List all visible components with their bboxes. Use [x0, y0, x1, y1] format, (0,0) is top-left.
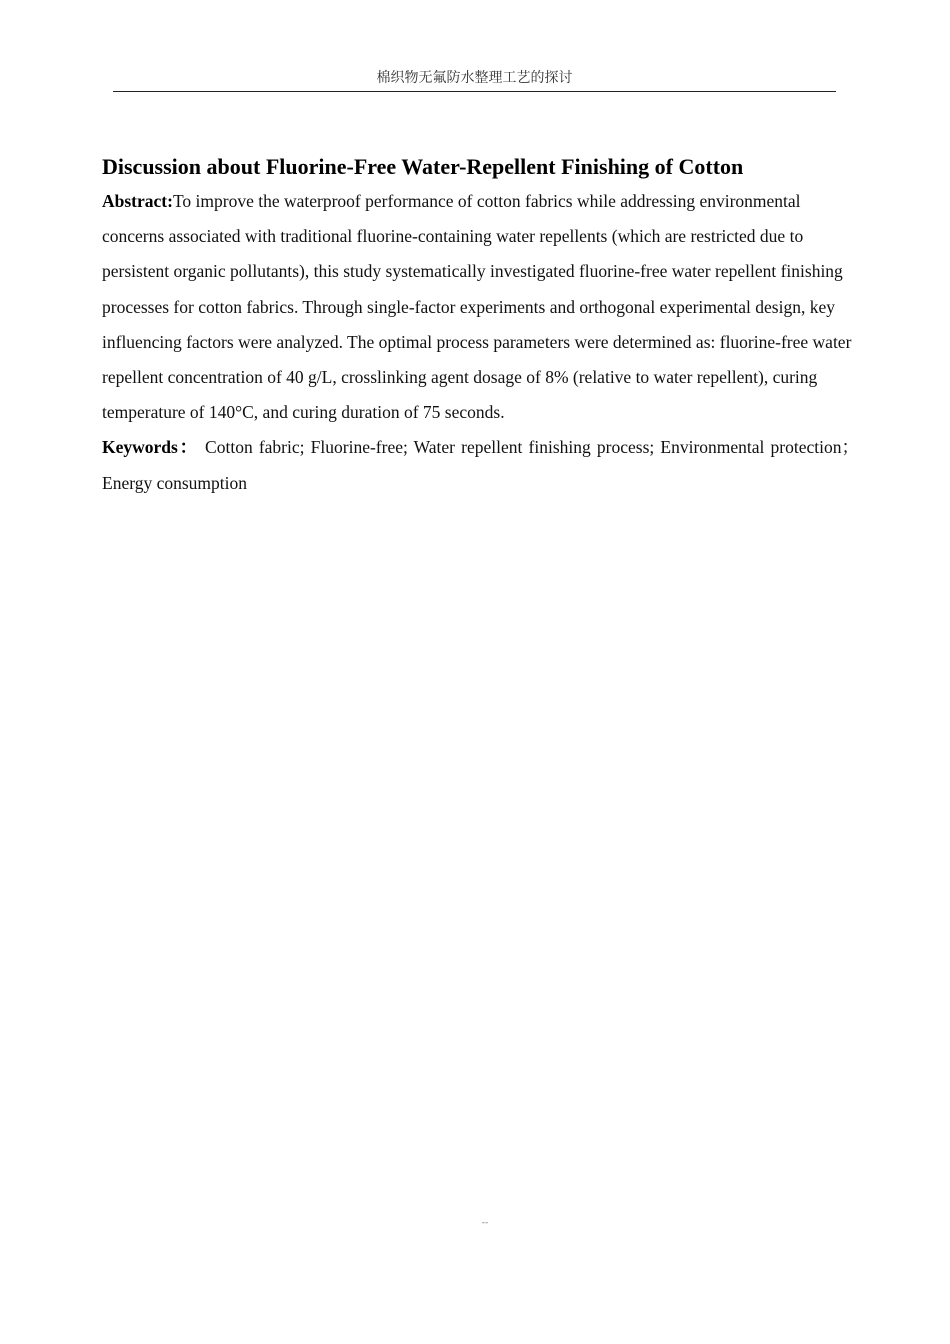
abstract-paragraph [102, 184, 859, 430]
keywords-label: Keywords： [102, 437, 199, 458]
paper-body [102, 150, 859, 501]
abstract-label: Abstract: [102, 191, 173, 211]
keywords-text: Cotton fabric; Fluorine-free; Water repellent finishing process; Environmental protection；Energy consumption [102, 437, 860, 493]
paper-title: Discussion about Fluorine-Free Water-Repellent Finishing of Cotton [102, 154, 744, 179]
abstract-text: To improve the waterproof performance of cotton fabrics while addressing environmental concerns associated with traditional fluorine-containing water repellents (which are restricted due to persistent organic pollutants), this study systematically investigated fluorine-free water repellent finishing processes for cotton fabrics. Through single-factor experiments and orthogonal experimental design, key influencing factors were analyzed. The optimal process parameters were determined as: fluorine-free water repellent concentration of 40 g/L, crosslinking agent dosage of 8% (relative to water repellent), curing temperature of 140°C, and curing duration of 75 seconds. [102, 191, 852, 423]
keywords-paragraph [102, 430, 859, 500]
running-header [113, 66, 836, 92]
page-footer-mark: -- [481, 1218, 489, 1228]
running-header-title: 棉织物无氟防水整理工艺的探讨 [376, 70, 573, 86]
